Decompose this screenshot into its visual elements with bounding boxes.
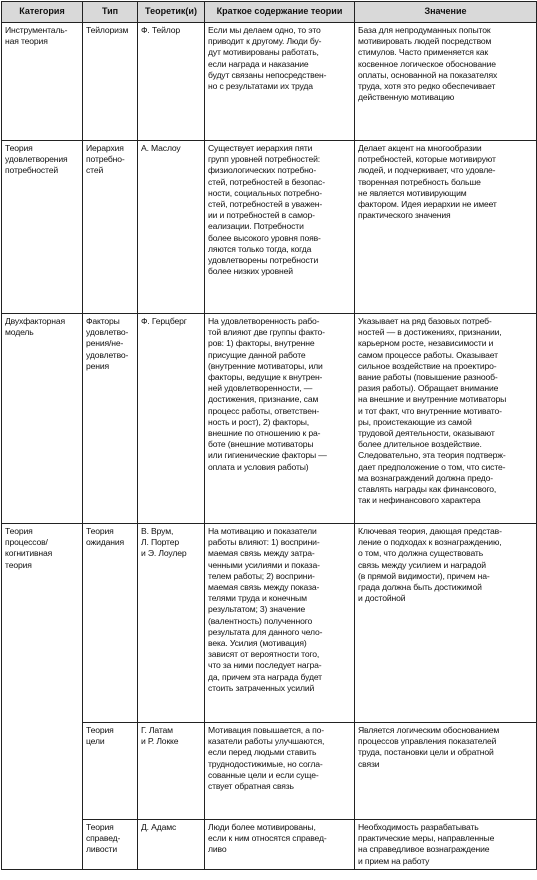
cell-type: Иерархия потребно- стей xyxy=(83,141,138,314)
table-row xyxy=(2,141,537,314)
cell-theorist: Д. Адамс xyxy=(138,820,205,870)
cell-summary: Люди более мотивированы, если к ним относятся справед- ливо xyxy=(205,820,355,870)
cell-summary: Если мы делаем одно, то это приводит к другому. Люди бу- дут мотивированы работать, если награда и наказание будут связаны непосредствен- но с результатами их труда xyxy=(205,23,355,141)
cell-meaning: База для непродуманных попыток мотивировать людей посредством стимулов. Часто применяется как косвенное логическое обоснование оплаты, основанной на показателях труда, хотя это редко обеспечивает действенную мотивацию xyxy=(355,23,537,141)
header-theorist: Теоретик(и) xyxy=(138,2,205,23)
cell-type: Теория справед- ливости xyxy=(83,820,138,870)
table-row xyxy=(2,314,537,524)
cell-category: Теория процессов/ когнитивная теория xyxy=(2,524,83,870)
cell-category: Двухфакторная модель xyxy=(2,314,83,524)
cell-meaning: Ключевая теория, дающая представ- ление о подходах к вознаграждению, о том, что должна существовать связь между усилием и наградой (в прямой видимости), причем на- града должна быть достижимой и достойной xyxy=(355,524,537,723)
cell-type: Теория ожидания xyxy=(83,524,138,723)
motivation-theories-table xyxy=(1,1,537,870)
header-type: Тип xyxy=(83,2,138,23)
table-row xyxy=(2,524,537,723)
cell-meaning: Делает акцент на многообразии потребностей, которые мотивируют людей, и подчеркивает, что удовле- творенная потребность больше не является мотивирующим фактором. Идея иерархии не имеет практического значения xyxy=(355,141,537,314)
cell-summary: Существует иерархия пяти групп уровней потребностей: физиологических потребно- стей, потребностей в безопас- ности, социальных потребно- стей, потребностей в уважен- ии и потребностей в самор- еализации. Потребности более высокого уровня появ- ляются только тогда, когда удовлетворены потребности более низких уровней xyxy=(205,141,355,314)
cell-summary: Мотивация повышается, а по- казатели работы улучшаются, если перед людьми ставить труднодостижимые, но согла- сованные цели и если суще- ствует обратная связь xyxy=(205,723,355,820)
cell-type: Теория цели xyxy=(83,723,138,820)
cell-theorist: В. Врум, Л. Портер и Э. Лоулер xyxy=(138,524,205,723)
cell-type: Факторы удовлетво- рения/не- удовлетво- рения xyxy=(83,314,138,524)
cell-theorist: Г. Латам и Р. Локке xyxy=(138,723,205,820)
cell-meaning: Является логическим обоснованием процессов управления показателей труда, постановки цели и обратной связи xyxy=(355,723,537,820)
header-meaning: Значение xyxy=(355,2,537,23)
cell-type: Тейлоризм xyxy=(83,23,138,141)
cell-theorist: А. Маслоу xyxy=(138,141,205,314)
table-row xyxy=(2,820,537,870)
table-row xyxy=(2,723,537,820)
cell-theorist: Ф. Тейлор xyxy=(138,23,205,141)
header-category: Категория xyxy=(2,2,83,23)
cell-summary: На удовлетворенность рабо- той влияют две группы факто- ров: 1) факторы, внутренне присущие данной работе (внутренние мотиваторы, или факторы, ведущие к внутрен- ней удовлетворенности, — достижения, признание, сам процесс работы, ответствен- ность и рост), 2) факторы, внешние по отношению к ра- боте (внешние мотиваторы или гигиенические факторы — оплата и условия работы) xyxy=(205,314,355,524)
table-row xyxy=(2,23,537,141)
cell-meaning: Указывает на ряд базовых потреб- ностей — в достижениях, признании, карьерном росте, независимости и самом процессе работы. Оказывает сильное воздействие на проектиро- вание работы (повышение разнооб- разия работы). Обращает внимание на внешние и внутренние мотиваторы и тот факт, что внутренние мотивато- ры, проистекающие из самой трудовой деятельности, оказывают более длительное воздействие. Следовательно, эта теория подтверж- дает предположение о том, что систе- ма вознаграждений должна предо- ставлять награды как финансового, так и нефинансового характера xyxy=(355,314,537,524)
cell-category: Инструменталь- ная теория xyxy=(2,23,83,141)
cell-meaning: Необходимость разрабатывать практические меры, направленные на справедливое вознаграждение и прием на работу xyxy=(355,820,537,870)
cell-summary: На мотивацию и показатели работы влияют: 1) восприни- маемая связь между затра- ченными усилиями и показа- телем работы; 2) восприни- маемая связь между показа- телями труда и конечным результатом; 3) значение (валентность) полученного результата для данного чело- века. Усилия (мотивация) зависят от вероятности того, что за ними последует награ- да, причем эта награда будет стоить затраченных усилий xyxy=(205,524,355,723)
header-summary: Краткое содержание теории xyxy=(205,2,355,23)
table-header-row xyxy=(2,2,537,23)
cell-category: Теория удовлетворения потребностей xyxy=(2,141,83,314)
cell-theorist: Ф. Герцберг xyxy=(138,314,205,524)
